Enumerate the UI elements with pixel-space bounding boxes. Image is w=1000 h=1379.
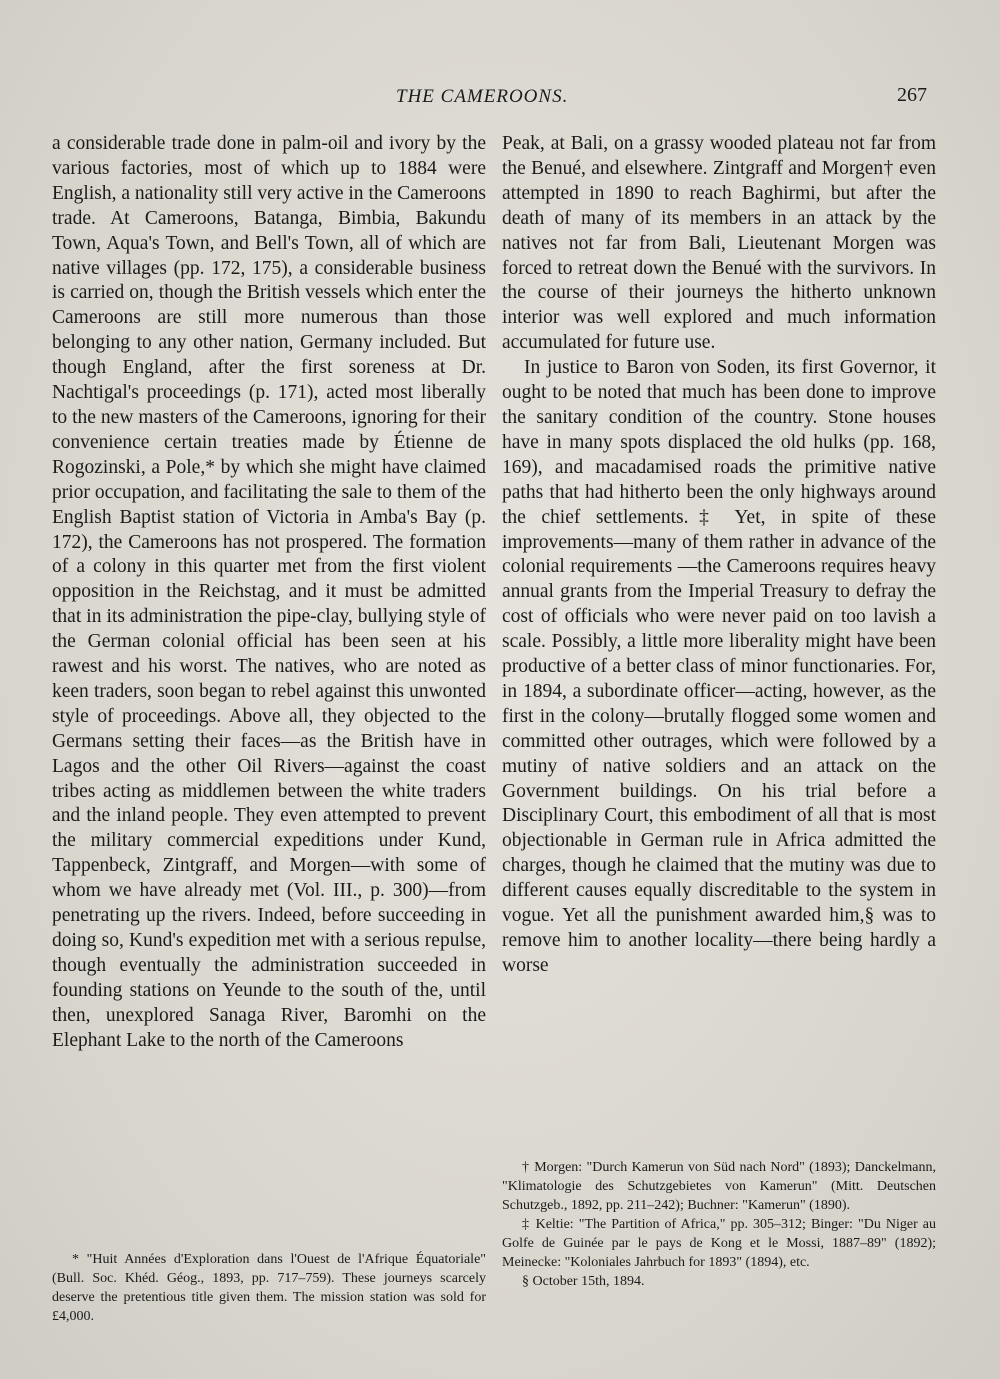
footnotes-right: [502, 1158, 936, 1291]
footnote-section: § October 15th, 1894.: [522, 1274, 645, 1289]
right-column: [502, 132, 936, 979]
footnote-double-dagger: ‡ Keltie: "The Partition of Africa," pp. 305–312; Binger: "Du Niger au Golfe de Guinée par le pays de Kong et le Mossi, 1887–89" (1892); Meinecke: "Koloniales Jahrbuch for 1893" (1894), etc.: [502, 1217, 936, 1270]
footnote-asterisk: * "Huit Années d'Exploration dans l'Ouest de l'Afrique Équatoriale" (Bull. Soc. Khéd. Géog., 1893, pp. 717–759). These journeys scarcely deserve the pretentious title given them. The mission station was sold for £4,000.: [52, 1252, 486, 1324]
running-header: [0, 84, 1000, 114]
footnotes-left: [52, 1250, 486, 1326]
right-paragraph-1: Peak, at Bali, on a grassy wooded plateau not far from the Benué, and elsewhere. Zintgraff and Morgen† even attempted in 1890 to reach Baghirmi, but after the death of many of its members in an attack by the natives not far from Bali, Lieutenant Morgen was forced to retreat down the Benué with the survivors. In the course of their journeys the hitherto unknown interior was well explored and much information accumulated for future use.: [502, 133, 936, 354]
running-title: THE CAMEROONS.: [396, 86, 569, 107]
footnote-dagger: † Morgen: "Durch Kamerun von Süd nach Nord" (1893); Danckelmann, "Klimatologie des Schutzgebietes von Kamerun" (Mitt. Deutschen Schutzgeb., 1892, pp. 211–242); Buchner: "Kamerun" (1890).: [502, 1160, 936, 1213]
right-paragraph-2: In justice to Baron von Soden, its first Governor, it ought to be noted that much has been done to improve the sanitary condition of the country. Stone houses have in many spots displaced the old hulks (pp. 168, 169), and macadamised roads the primitive native paths that had hitherto been the only highways around the chief settlements.‡ Yet, in spite of these improvements—many of them rather in advance of the colonial requirements —the Cameroons requires heavy annual grants from the Imperial Treasury to defray the cost of officials who were never paid on too lavish a scale. Possibly, a little more liberality might have been productive of a better class of minor functionaries. For, in 1894, a subordinate officer—acting, however, as the first in the colony—brutally flogged some women and committed other outrages, which were followed by a mutiny of native soldiers and an attack on the Government buildings. On his trial before a Disciplinary Court, this embodiment of all that is most objectionable in German rule in Africa admitted the charges, though he claimed that the mutiny was due to different causes equally discreditable to the system in vogue. Yet all the punishment awarded him,§ was to remove him to another locality—there being hardly a worse: [502, 357, 936, 976]
page-number: 267: [897, 84, 927, 106]
left-column: [52, 132, 486, 1054]
left-paragraph-1: a considerable trade done in palm-oil and ivory by the various factories, most of which up to 1884 were English, a nationality still very active in the Cameroons trade. At Cameroons, Batanga, Bimbia, Bakundu Town, Aqua's Town, and Bell's Town, all of which are native villages (pp. 172, 175), a considerable business is carried on, though the British vessels which enter the Cameroons are still more numerous than those belonging to any other nation, Germany included. But though England, after the first soreness at Dr. Nachtigal's proceedings (p. 171), acted most liberally to the new masters of the Cameroons, ignoring for their convenience certain treaties made by Étienne de Rogozinski, a Pole,* by which she might have claimed prior occupation, and facilitating the sale to them of the English Baptist station of Victoria in Amba's Bay (p. 172), the Cameroons has not prospered. The formation of a colony in this quarter met from the first violent opposition in the Reichstag, and it must be admitted that in its administration the pipe-clay, bullying style of the German colonial official has been seen at his rawest and his worst. The natives, who are noted as keen traders, soon began to rebel against this unwonted style of proceedings. Above all, they objected to the Germans setting their faces—as the British have in Lagos and the other Oil Rivers—against the coast tribes acting as middlemen between the white traders and the inland people. They even attempted to prevent the military commercial expeditions under Kund, Tappenbeck, Zintgraff, and Morgen—with some of whom we have already met (Vol. III., p. 300)—from penetrating up the rivers. Indeed, before succeeding in doing so, Kund's expedition met with a serious repulse, though eventually the administration succeeded in founding stations on Yeunde to the south of the, until then, unexplored Sanaga River, Baromhi on the Elephant Lake to the north of the Cameroons: [52, 133, 486, 1051]
